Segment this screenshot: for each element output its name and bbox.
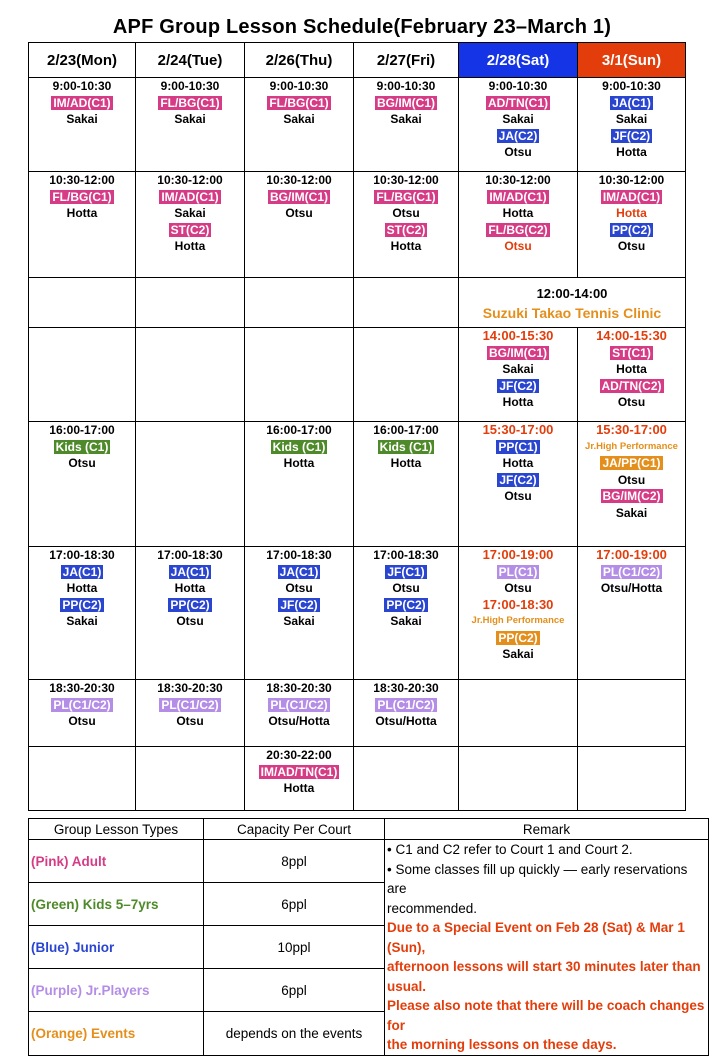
coach-name: Hotta bbox=[174, 581, 206, 595]
legend-capacity-jrplayers: 6ppl bbox=[204, 969, 385, 1012]
schedule-cell bbox=[354, 328, 459, 422]
time-slot: 10:30-12:00 bbox=[373, 173, 439, 187]
coach-name: Sakai bbox=[502, 112, 534, 126]
class-line bbox=[578, 488, 685, 505]
class-line bbox=[459, 378, 577, 395]
day-header-thu: 2/26(Thu) bbox=[245, 43, 354, 78]
class-line bbox=[459, 95, 577, 112]
time-slot: 18:30-20:30 bbox=[49, 681, 115, 695]
class-line bbox=[459, 472, 577, 489]
coach-name: Otsu bbox=[504, 581, 532, 595]
schedule-cell bbox=[459, 680, 578, 747]
time-slot: 17:00-18:30 bbox=[373, 548, 439, 562]
legend-type-kids: (Green) Kids 5–7yrs bbox=[29, 883, 204, 926]
class-tag: PP(C2) bbox=[386, 597, 426, 612]
class-line bbox=[578, 189, 685, 206]
legend-table bbox=[28, 818, 709, 1056]
legend-capacity-junior: 10ppl bbox=[204, 926, 385, 969]
class-tag: FL/BG(C1) bbox=[269, 95, 329, 110]
schedule-cell bbox=[459, 422, 578, 547]
legend-type-events: (Orange) Events bbox=[29, 1012, 204, 1055]
schedule-cell bbox=[578, 328, 686, 422]
time-slot: 14:00-15:30 bbox=[596, 328, 667, 343]
class-line bbox=[136, 597, 244, 614]
schedule-cell bbox=[245, 278, 354, 328]
coach-name: Sakai bbox=[283, 112, 315, 126]
day-header-sat: 2/28(Sat) bbox=[459, 43, 578, 78]
schedule-cell bbox=[136, 680, 245, 747]
class-tag: AD/TN(C1) bbox=[488, 95, 548, 110]
time-slot: 16:00-17:00 bbox=[49, 423, 115, 437]
coach-name: Hotta bbox=[502, 395, 534, 409]
class-line bbox=[245, 189, 353, 206]
class-tag: JA(C1) bbox=[279, 564, 319, 579]
time-slot: 18:30-20:30 bbox=[266, 681, 332, 695]
class-tag: FL/BG(C1) bbox=[52, 189, 112, 204]
coach-name: Sakai bbox=[283, 614, 315, 628]
class-tag: PL(C1/C2) bbox=[53, 697, 111, 712]
clinic-name: Suzuki Takao Tennis Clinic bbox=[482, 304, 662, 321]
coach-name: Sakai bbox=[174, 206, 206, 220]
class-tag: JA(C1) bbox=[62, 564, 102, 579]
schedule-cell bbox=[578, 547, 686, 680]
class-line bbox=[29, 697, 135, 714]
schedule-cell bbox=[245, 547, 354, 680]
coach-name: Otsu bbox=[504, 145, 532, 159]
class-tag: JA(C1) bbox=[170, 564, 210, 579]
class-line bbox=[578, 222, 685, 239]
time-slot: 17:00-18:30 bbox=[266, 548, 332, 562]
class-tag: PP(C2) bbox=[62, 597, 102, 612]
class-tag: FL/BG(C1) bbox=[376, 189, 436, 204]
schedule-cell bbox=[245, 422, 354, 547]
schedule-cell bbox=[136, 422, 245, 547]
time-slot: 9:00-10:30 bbox=[602, 79, 661, 93]
class-line bbox=[354, 564, 458, 581]
schedule-row bbox=[29, 172, 686, 278]
remark-line: • C1 and C2 refer to Court 1 and Court 2. bbox=[387, 842, 633, 857]
class-line bbox=[459, 128, 577, 145]
class-tag: JA/PP(C1) bbox=[602, 456, 661, 470]
class-tag: JA(C2) bbox=[498, 128, 538, 143]
schedule-cell bbox=[29, 680, 136, 747]
coach-name: Otsu bbox=[392, 581, 420, 595]
class-line bbox=[578, 564, 685, 581]
class-line bbox=[29, 95, 135, 112]
class-line bbox=[354, 439, 458, 456]
coach-name: Sakai bbox=[66, 614, 98, 628]
time-slot: 15:30-17:00 bbox=[596, 422, 667, 437]
legend-capacity-adult: 8ppl bbox=[204, 840, 385, 883]
class-line bbox=[459, 564, 577, 581]
class-line bbox=[354, 597, 458, 614]
remark-notice-line: the morning lessons on these days. bbox=[387, 1037, 617, 1052]
class-line bbox=[245, 764, 353, 781]
class-tag: JF(C2) bbox=[499, 472, 537, 487]
coach-name: Hotta bbox=[616, 362, 647, 376]
class-tag: PP(C2) bbox=[611, 222, 652, 237]
schedule-row bbox=[29, 547, 686, 680]
schedule-cell bbox=[245, 78, 354, 172]
class-line bbox=[578, 378, 685, 395]
time-slot: 17:00-19:00 bbox=[596, 547, 667, 562]
schedule-row bbox=[29, 680, 686, 747]
schedule-cell bbox=[245, 747, 354, 811]
class-line bbox=[354, 189, 458, 206]
class-tag: BG/IM(C2) bbox=[602, 489, 661, 503]
coach-name: Hotta bbox=[66, 581, 98, 595]
class-line bbox=[354, 95, 458, 112]
schedule-cell bbox=[136, 78, 245, 172]
time-slot: 14:00-15:30 bbox=[482, 328, 554, 343]
coach-name: Otsu/Hotta bbox=[600, 581, 663, 595]
coach-name: Sakai bbox=[502, 647, 534, 661]
legend-capacity-events: depends on the events bbox=[204, 1012, 385, 1055]
schedule-row bbox=[29, 747, 686, 811]
class-tag: PL(C1/C2) bbox=[602, 564, 661, 579]
coach-name: Otsu bbox=[617, 239, 646, 253]
class-tag: Kids (C1) bbox=[379, 439, 433, 454]
class-line bbox=[354, 697, 458, 714]
coach-name: Otsu bbox=[617, 472, 646, 487]
time-slot: 10:30-12:00 bbox=[266, 173, 332, 187]
class-line bbox=[459, 345, 577, 362]
time-slot: 9:00-10:30 bbox=[269, 79, 329, 93]
schedule-row bbox=[29, 278, 686, 328]
day-header-fri: 2/27(Fri) bbox=[354, 43, 459, 78]
time-slot: 10:30-12:00 bbox=[49, 173, 115, 187]
schedule-cell bbox=[354, 747, 459, 811]
schedule-cell bbox=[459, 78, 578, 172]
time-slot: 18:30-20:30 bbox=[157, 681, 223, 695]
class-tag: IM/AD/TN(C1) bbox=[260, 764, 338, 779]
time-slot: 9:00-10:30 bbox=[488, 79, 548, 93]
legend-type-jrplayers: (Purple) Jr.Players bbox=[29, 969, 204, 1012]
time-slot: 17:00-19:00 bbox=[482, 547, 554, 562]
day-header-tue: 2/24(Tue) bbox=[136, 43, 245, 78]
coach-name: Hotta bbox=[502, 456, 534, 470]
legend-header-capacity: Capacity Per Court bbox=[204, 819, 385, 840]
time-slot: 20:30-22:00 bbox=[266, 748, 332, 762]
time-slot: 16:00-17:00 bbox=[266, 423, 332, 437]
class-tag: BG/IM(C1) bbox=[270, 189, 328, 204]
class-line bbox=[578, 345, 685, 362]
class-tag: Kids (C1) bbox=[55, 439, 109, 454]
class-line bbox=[29, 564, 135, 581]
schedule-cell bbox=[459, 547, 578, 680]
schedule-cell bbox=[136, 328, 245, 422]
event-label: Jr.High Performance bbox=[585, 440, 678, 452]
class-line bbox=[459, 630, 577, 647]
remark-line: • Some classes fill up quickly — early reservations are bbox=[387, 861, 688, 896]
page-title: APF Group Lesson Schedule(February 23–March 1) bbox=[112, 16, 612, 38]
class-line bbox=[136, 564, 244, 581]
coach-name: Hotta bbox=[390, 239, 422, 253]
coach-name: Hotta bbox=[174, 239, 206, 253]
coach-name: Otsu bbox=[176, 714, 204, 728]
class-tag: JF(C2) bbox=[612, 128, 651, 143]
class-line bbox=[136, 189, 244, 206]
coach-name: Hotta bbox=[502, 206, 534, 220]
class-line bbox=[136, 95, 244, 112]
class-line bbox=[578, 128, 685, 145]
schedule-cell bbox=[354, 680, 459, 747]
time-slot: 17:00-18:30 bbox=[482, 596, 554, 612]
time-slot: 18:30-20:30 bbox=[373, 681, 439, 695]
schedule-table bbox=[28, 42, 686, 811]
coach-name: Otsu bbox=[392, 206, 420, 220]
class-tag: PP(C2) bbox=[170, 597, 210, 612]
class-tag: ST(C2) bbox=[386, 222, 426, 237]
class-tag: Kids (C1) bbox=[272, 439, 326, 454]
legend-type-junior: (Blue) Junior bbox=[29, 926, 204, 969]
event-label: Jr.High Performance bbox=[471, 615, 565, 626]
class-line bbox=[578, 455, 685, 472]
coach-name: Hotta bbox=[283, 456, 315, 470]
day-header-sun: 3/1(Sun) bbox=[578, 43, 686, 78]
time-slot: 10:30-12:00 bbox=[598, 173, 665, 187]
schedule-cell bbox=[29, 78, 136, 172]
time-slot: 9:00-10:30 bbox=[160, 79, 220, 93]
coach-name: Hotta bbox=[66, 206, 98, 220]
schedule-cell bbox=[354, 78, 459, 172]
schedule-row bbox=[29, 422, 686, 547]
time-slot: 15:30-17:00 bbox=[482, 422, 554, 437]
class-tag: ST(C2) bbox=[170, 222, 210, 237]
coach-name: Hotta bbox=[616, 206, 647, 220]
schedule-row bbox=[29, 328, 686, 422]
coach-name: Otsu bbox=[68, 714, 96, 728]
day-header-row bbox=[29, 43, 686, 78]
class-line bbox=[459, 222, 577, 239]
class-tag: JF(C2) bbox=[280, 597, 318, 612]
time-slot: 16:00-17:00 bbox=[373, 423, 439, 437]
coach-name: Otsu bbox=[285, 581, 313, 595]
class-line bbox=[29, 439, 135, 456]
class-tag: IM/AD(C1) bbox=[53, 95, 111, 110]
clinic-time: 12:00-14:00 bbox=[536, 286, 608, 301]
schedule-cell bbox=[578, 680, 686, 747]
schedule-cell bbox=[578, 172, 686, 278]
class-line bbox=[245, 439, 353, 456]
class-line bbox=[245, 597, 353, 614]
schedule-cell bbox=[354, 172, 459, 278]
time-slot: 9:00-10:30 bbox=[376, 79, 436, 93]
schedule-cell bbox=[136, 547, 245, 680]
remark-notice-line: afternoon lessons will start 30 minutes later than bbox=[387, 959, 701, 974]
class-line bbox=[29, 597, 135, 614]
class-line bbox=[354, 222, 458, 239]
class-line bbox=[459, 439, 577, 456]
class-line bbox=[245, 564, 353, 581]
coach-name: Hotta bbox=[390, 456, 422, 470]
class-line bbox=[459, 189, 577, 206]
coach-name: Otsu bbox=[617, 395, 646, 409]
class-line bbox=[578, 95, 685, 112]
schedule-cell bbox=[578, 747, 686, 811]
schedule-cell bbox=[354, 422, 459, 547]
schedule-cell bbox=[29, 547, 136, 680]
class-line bbox=[245, 95, 353, 112]
legend-header-types: Group Lesson Types bbox=[29, 819, 204, 840]
legend-header-remark: Remark bbox=[385, 819, 709, 840]
class-tag: PP(C2) bbox=[498, 630, 538, 645]
coach-name: Sakai bbox=[390, 112, 422, 126]
schedule-cell bbox=[29, 422, 136, 547]
legend-type-adult: (Pink) Adult bbox=[29, 840, 204, 883]
coach-name: Sakai bbox=[615, 112, 648, 126]
coach-name: Hotta bbox=[616, 145, 647, 159]
day-header-mon: 2/23(Mon) bbox=[29, 43, 136, 78]
schedule-cell bbox=[136, 172, 245, 278]
class-tag: BG/IM(C1) bbox=[489, 345, 547, 360]
legend-capacity-kids: 6ppl bbox=[204, 883, 385, 926]
remark-line: recommended. bbox=[387, 900, 478, 916]
class-tag: FL/BG(C1) bbox=[160, 95, 220, 110]
schedule-cell bbox=[459, 172, 578, 278]
class-tag: PP(C1) bbox=[498, 439, 538, 454]
class-tag: BG/IM(C1) bbox=[377, 95, 435, 110]
coach-name: Otsu bbox=[176, 614, 204, 628]
time-slot: 10:30-12:00 bbox=[157, 173, 223, 187]
schedule-cell bbox=[245, 680, 354, 747]
time-slot: 17:00-18:30 bbox=[157, 548, 223, 562]
schedule-cell bbox=[29, 172, 136, 278]
coach-name: Otsu bbox=[504, 489, 532, 503]
coach-name: Otsu/Hotta bbox=[375, 714, 437, 728]
clinic-event-cell bbox=[459, 278, 686, 328]
time-slot: 9:00-10:30 bbox=[52, 79, 112, 93]
class-tag: PL(C1/C2) bbox=[377, 697, 435, 712]
class-tag: FL/BG(C2) bbox=[488, 222, 548, 237]
coach-name: Otsu/Hotta bbox=[268, 714, 330, 728]
class-tag: JA(C1) bbox=[612, 95, 651, 110]
remark-notice-line: Please also note that there will be coach changes for bbox=[387, 998, 705, 1033]
schedule-cell bbox=[136, 278, 245, 328]
class-line bbox=[29, 189, 135, 206]
schedule-cell bbox=[354, 547, 459, 680]
coach-name: Sakai bbox=[615, 505, 648, 520]
schedule-cell bbox=[29, 747, 136, 811]
time-slot: 10:30-12:00 bbox=[485, 173, 551, 187]
schedule-cell bbox=[354, 278, 459, 328]
schedule-cell bbox=[245, 172, 354, 278]
schedule-cell bbox=[459, 747, 578, 811]
schedule-cell bbox=[578, 78, 686, 172]
class-tag: AD/TN(C2) bbox=[601, 378, 662, 393]
class-tag: IM/AD(C1) bbox=[161, 189, 219, 204]
class-line bbox=[245, 697, 353, 714]
class-line bbox=[136, 222, 244, 239]
schedule-row bbox=[29, 78, 686, 172]
class-tag: PL(C1/C2) bbox=[161, 697, 219, 712]
class-tag: ST(C1) bbox=[612, 345, 651, 360]
schedule-cell bbox=[459, 328, 578, 422]
schedule-cell bbox=[29, 328, 136, 422]
class-tag: PL(C1) bbox=[498, 564, 538, 579]
schedule-cell bbox=[578, 422, 686, 547]
time-slot: 17:00-18:30 bbox=[49, 548, 115, 562]
class-tag: PL(C1/C2) bbox=[270, 697, 328, 712]
schedule-cell bbox=[136, 747, 245, 811]
coach-name: Sakai bbox=[66, 112, 98, 126]
class-line bbox=[136, 697, 244, 714]
remark-box bbox=[385, 840, 709, 1056]
class-tag: JF(C2) bbox=[499, 378, 537, 393]
coach-name: Sakai bbox=[502, 362, 534, 376]
coach-name: Hotta bbox=[283, 781, 315, 795]
coach-name: Otsu bbox=[68, 456, 96, 470]
schedule-cell bbox=[29, 278, 136, 328]
coach-name: Otsu bbox=[285, 206, 313, 220]
coach-name: Sakai bbox=[390, 614, 422, 628]
remark-notice-line: usual. bbox=[387, 978, 427, 994]
schedule-cell bbox=[245, 328, 354, 422]
coach-name: Otsu bbox=[504, 239, 532, 253]
coach-name: Sakai bbox=[174, 112, 206, 126]
remark-notice-line: Due to a Special Event on Feb 28 (Sat) & Mar 1 (Sun), bbox=[387, 920, 685, 955]
class-tag: IM/AD(C1) bbox=[602, 189, 661, 204]
class-tag: JF(C1) bbox=[387, 564, 425, 579]
class-tag: IM/AD(C1) bbox=[489, 189, 547, 204]
